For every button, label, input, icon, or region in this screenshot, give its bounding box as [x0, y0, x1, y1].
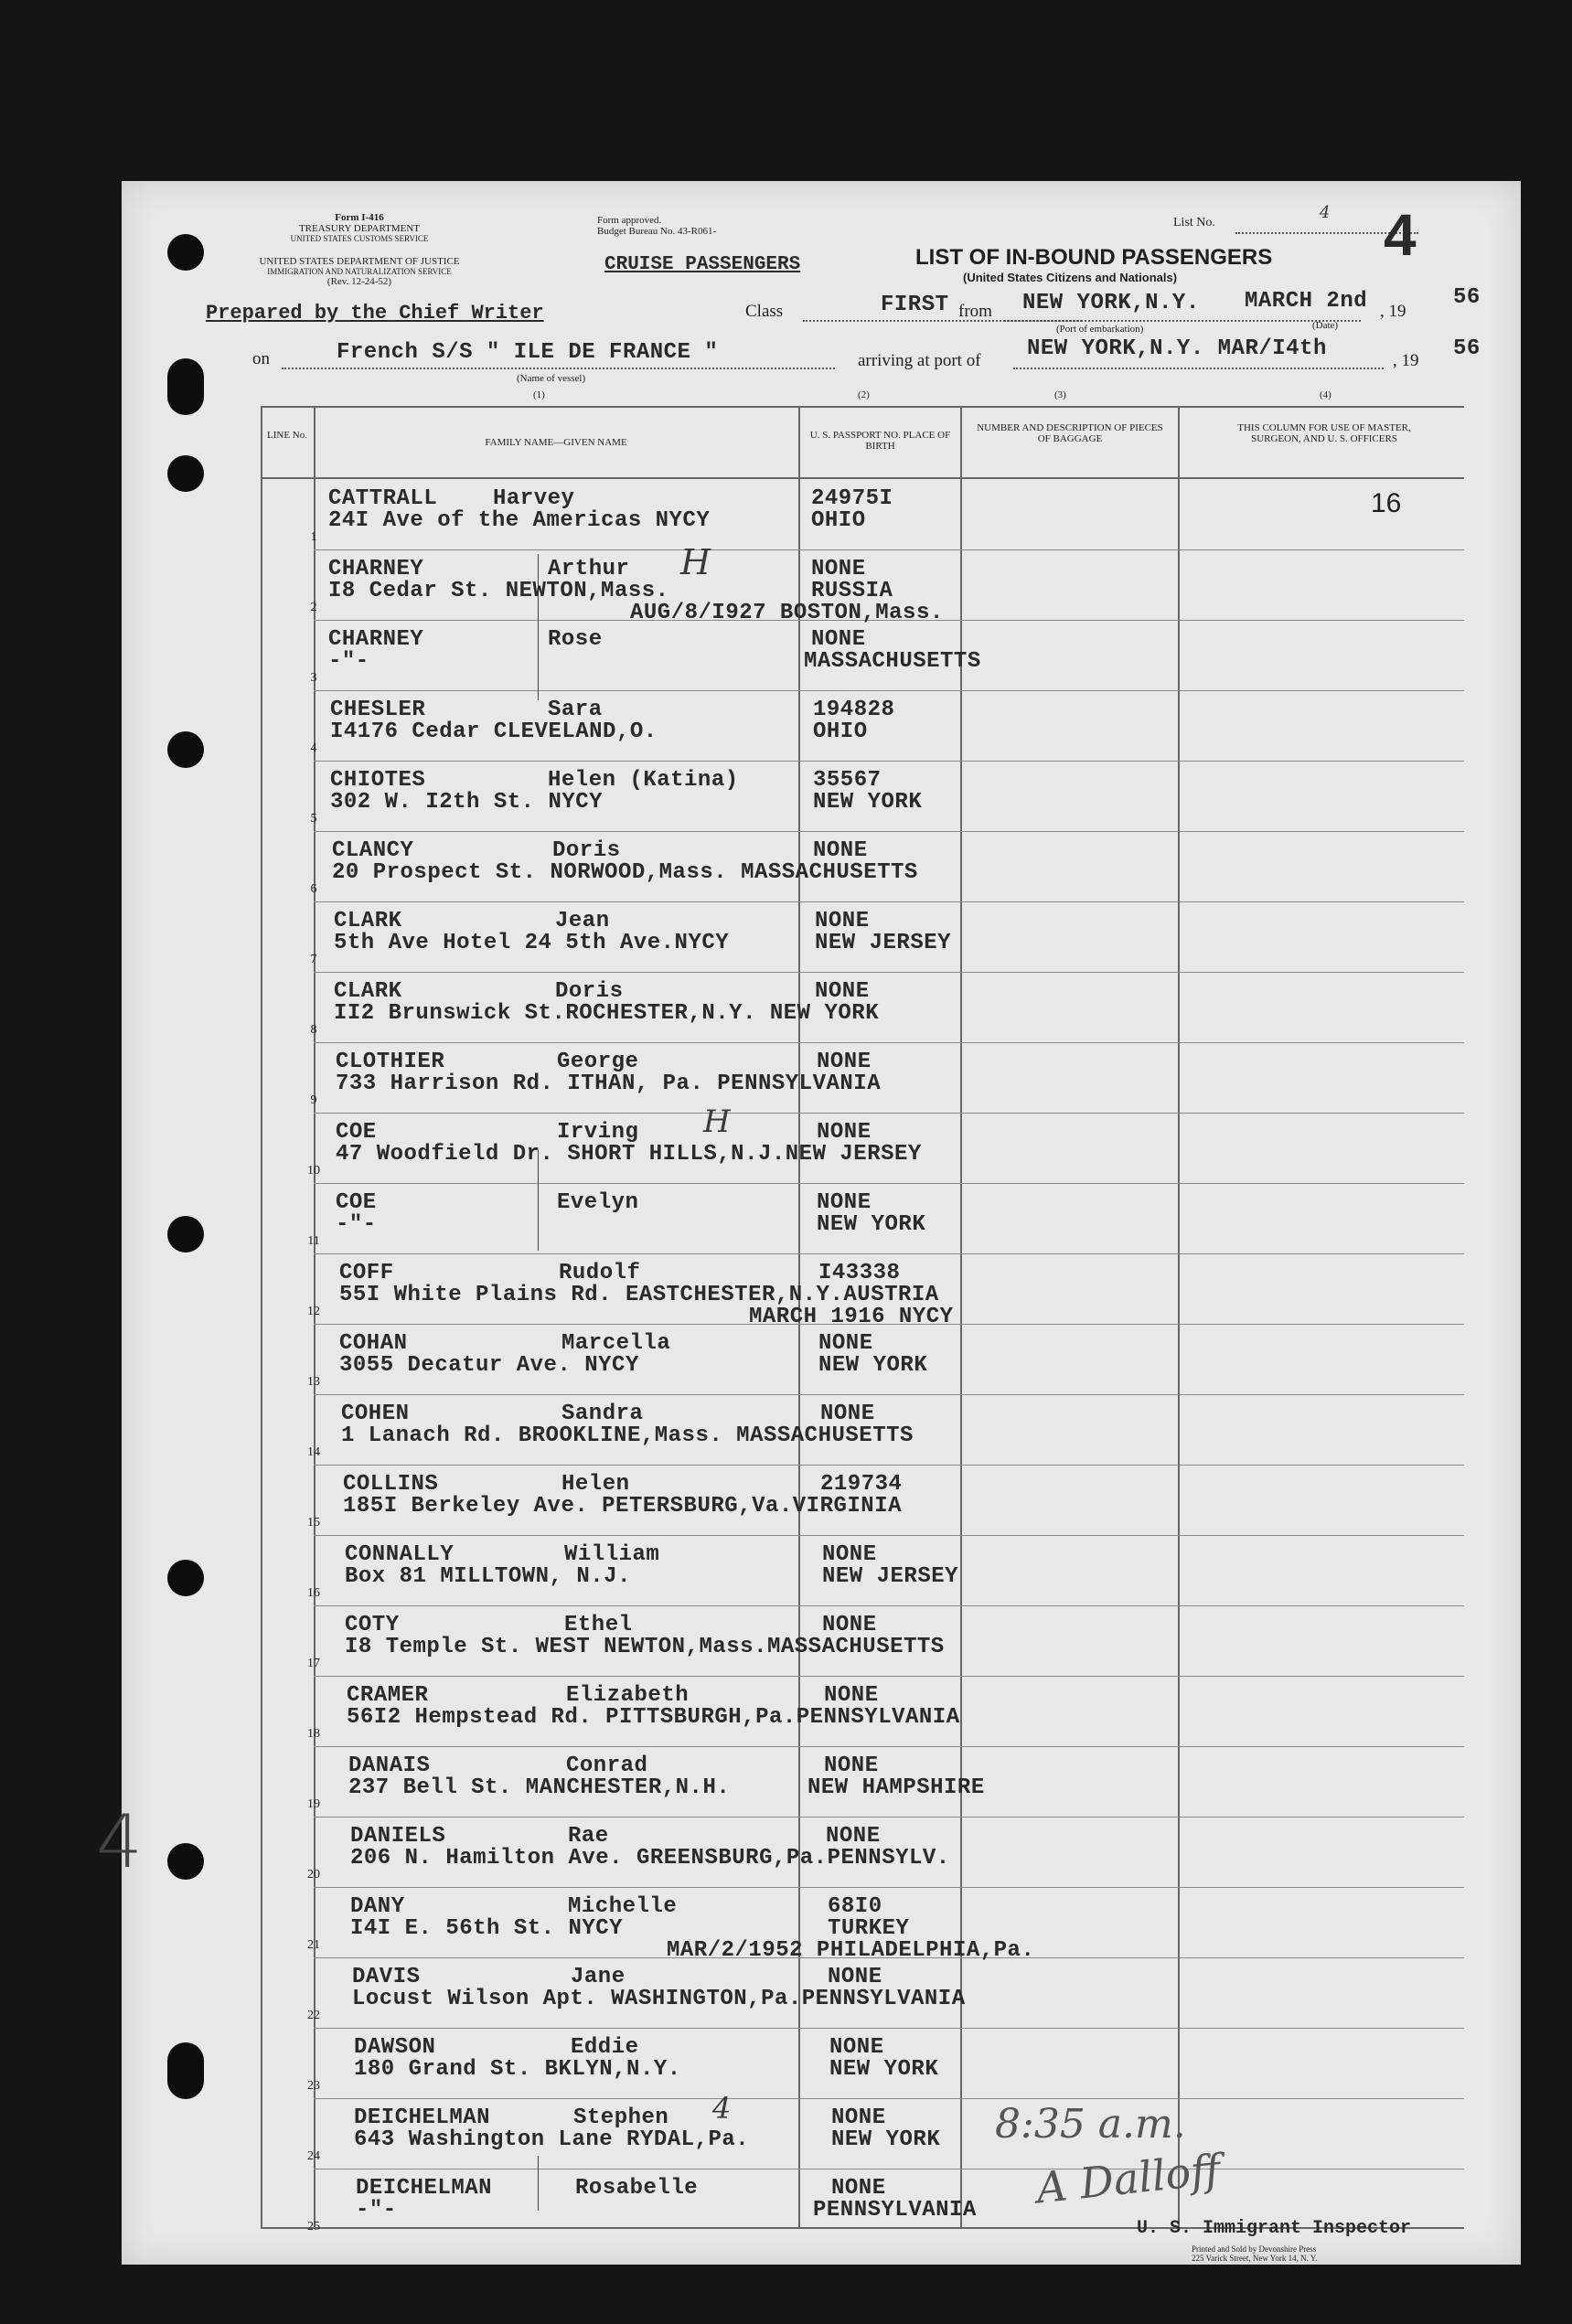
col-num-4: (4)	[1320, 389, 1331, 400]
passport-no: NONE	[811, 557, 866, 581]
family-name: DEICHELMAN	[354, 2105, 491, 2130]
table-row: 24 DEICHELMAN Stephen 4 643 Washington Lane RYDAL,Pa. NONE NEW YORK	[307, 2091, 941, 2163]
from-value: NEW YORK,N.Y.	[1022, 291, 1200, 315]
given-name: Eddie	[571, 2035, 639, 2060]
given-name: Irving	[557, 1120, 639, 1145]
punch-hole	[167, 731, 204, 768]
family-name: CLOTHIER	[336, 1050, 445, 1074]
address: I8 Cedar St. NEWTON,Mass.	[328, 579, 669, 603]
family-name: DANY	[350, 1894, 405, 1919]
table-row: 22 DAVIS Jane Locust Wilson Apt. WASHINGTON,Pa.PENNSYLVANIA NONE	[307, 1965, 966, 2022]
document-page	[96, 181, 1521, 2265]
given-name: Conrad	[566, 1754, 648, 1778]
given-name: Helen (Katina)	[548, 768, 739, 793]
list-no-label: List No.	[1173, 216, 1215, 229]
year-2: 56	[1453, 336, 1481, 361]
cruise-passengers: CRUISE PASSENGERS	[604, 254, 801, 275]
dept-justice: UNITED STATES DEPARTMENT OF JUSTICE	[259, 256, 460, 267]
family-name: DANAIS	[348, 1754, 431, 1778]
birth-place: NEW HAMPSHIRE	[807, 1775, 985, 1800]
header-name: FAMILY NAME—GIVEN NAME	[485, 437, 627, 448]
passport-no: NONE	[817, 1190, 872, 1215]
prepared-by: Prepared by the Chief Writer	[206, 302, 544, 325]
arrival-line	[1013, 368, 1384, 369]
class-label: Class	[745, 302, 784, 321]
table-row: 21 DANY Michelle I4I E. 56th St. NYCY 68I0 TURKEY MAR/2/1952 PHILADELPHIA,Pa.	[307, 1894, 1035, 1963]
table-row: 13 COHAN Marcella 3055 Decatur Ave. NYCY NONE NEW YORK	[307, 1331, 928, 1389]
header-officers: THIS COLUMN FOR USE OF MASTER, SURGEON, AND U. S. OFFICERS	[1237, 422, 1411, 444]
given-name: Sandra	[561, 1402, 644, 1426]
given-name: Rose	[548, 627, 603, 652]
from-label: from	[958, 302, 992, 321]
table-header-border	[261, 477, 1464, 479]
table-left-border	[261, 406, 262, 2229]
given-name: Jean	[555, 909, 610, 933]
date-value: MARCH 2nd	[1245, 289, 1368, 314]
table-row: 14 COHEN Sandra 1 Lanach Rd. BROOKLINE,Mass. MASSACHUSETTS NONE	[307, 1402, 914, 1459]
vessel-line	[282, 368, 835, 369]
table-row: 17 COTY Ethel I8 Temple St. WEST NEWTON,Mass.MASSACHUSETTS NONE	[307, 1613, 945, 1670]
address: 47 Woodfield Dr. SHORT HILLS,N.J.NEW JERSEY	[336, 1142, 922, 1167]
handwritten-mark: 4	[712, 2091, 732, 2126]
table-row: 3 CHARNEY Rose -"- NONE MASSACHUSETTS	[310, 627, 981, 685]
birth-place: TURKEY	[828, 1916, 910, 1941]
address: I8 Temple St. WEST NEWTON,Mass.MASSACHUSETTS	[345, 1635, 945, 1659]
passport-no: NONE	[826, 1824, 881, 1849]
given-name: Marcella	[561, 1331, 671, 1356]
date-caption: (Date)	[1312, 320, 1339, 331]
given-name: Arthur	[548, 557, 630, 581]
family-name: COTY	[345, 1613, 400, 1637]
year-prefix-2: , 19	[1393, 351, 1419, 370]
passport-no: NONE	[817, 1050, 872, 1074]
address: 3055 Decatur Ave. NYCY	[339, 1353, 639, 1378]
family-name: DAWSON	[354, 2035, 436, 2060]
punch-hole	[167, 358, 204, 415]
birth-place: RUSSIA	[811, 579, 893, 603]
given-name: Elizabeth	[566, 1683, 690, 1708]
family-name: COE	[336, 1120, 377, 1145]
given-name: George	[557, 1050, 639, 1074]
given-name: Rosabelle	[575, 2176, 699, 2201]
inspector-label: U. S. Immigrant Inspector	[1137, 2218, 1412, 2239]
birth-place: NEW YORK	[817, 1212, 926, 1237]
passport-no: NONE	[818, 1331, 873, 1356]
passport-no: NONE	[813, 838, 868, 863]
passport-no: NONE	[815, 909, 870, 933]
col-num-1: (1)	[533, 389, 545, 400]
passport-no: I43338	[818, 1261, 901, 1285]
address: 20 Prospect St. NORWOOD,Mass. MASSACHUSETTS	[332, 860, 918, 885]
family-name: CHARNEY	[328, 557, 424, 581]
family-name: CLARK	[334, 909, 402, 933]
form-subtitle: (United States Citizens and Nationals)	[963, 271, 1178, 284]
punch-hole	[167, 1560, 204, 1596]
family-name: CRAMER	[347, 1683, 429, 1708]
address: 56I2 Hempstead Rd. PITTSBURGH,Pa.PENNSYLVANIA	[347, 1705, 960, 1730]
table-row: 2 CHARNEY Arthur H I8 Cedar St. NEWTON,Mass. NONE RUSSIA AUG/8/I927 BOSTON,Mass.	[310, 542, 944, 625]
family-name: COHEN	[341, 1402, 410, 1426]
margin-mark: 4	[96, 1799, 143, 1884]
printer-line-1: Printed and Sold by Devonshire Press	[1192, 2244, 1317, 2254]
punch-hole	[167, 2042, 204, 2099]
given-name: Doris	[555, 979, 624, 1004]
given-name: Doris	[552, 838, 621, 863]
col-num-3: (3)	[1054, 389, 1066, 400]
passport-no: 68I0	[828, 1894, 882, 1919]
handwritten-mark: H	[680, 542, 711, 582]
passport-no: NONE	[822, 1613, 877, 1637]
address: 180 Grand St. BKLYN,N.Y.	[354, 2057, 681, 2082]
handwritten-mark: H	[703, 1103, 731, 1140]
given-name: Ethel	[564, 1613, 633, 1637]
dept-treasury: TREASURY DEPARTMENT	[298, 223, 421, 234]
passport-no: 35567	[813, 768, 882, 793]
address: I4176 Cedar CLEVELAND,O.	[330, 720, 658, 744]
birth-place: MASSACHUSETTS	[804, 649, 981, 674]
table-row: 18 CRAMER Elizabeth 56I2 Hempstead Rd. PITTSBURGH,Pa.PENNSYLVANIA NONE	[307, 1683, 960, 1741]
table-row: 9 CLOTHIER George 733 Harrison Rd. ITHAN, Pa. PENNSYLVANIA NONE	[310, 1050, 882, 1107]
family-name: COFF	[339, 1261, 394, 1285]
table-row: 4 CHESLER Sara I4176 Cedar CLEVELAND,O. 194828 OHIO	[310, 698, 895, 755]
passport-no: 194828	[813, 698, 895, 722]
port-embark-caption: (Port of embarkation)	[1056, 324, 1144, 335]
passport-no: NONE	[822, 1542, 877, 1567]
given-name: Harvey	[493, 486, 575, 511]
from-line	[1004, 320, 1361, 322]
passport-no: NONE	[824, 1683, 879, 1708]
given-name: Evelyn	[557, 1190, 639, 1215]
list-no-small: 4	[1320, 203, 1331, 222]
class-value: FIRST	[881, 293, 949, 317]
passport-no: NONE	[831, 2105, 886, 2130]
table-row: 15 COLLINS Helen 185I Berkeley Ave. PETERSBURG,Va.VIRGINIA 219734	[307, 1472, 903, 1530]
address: I4I E. 56th St. NYCY	[350, 1916, 624, 1941]
year-1: 56	[1453, 285, 1481, 310]
given-name: Michelle	[568, 1894, 678, 1919]
table-row: 25 DEICHELMAN Rosabelle -"- NONE PENNSYLVANIA	[307, 2176, 977, 2233]
address: -"-	[336, 1212, 377, 1237]
birth-place: NEW JERSEY	[815, 931, 952, 955]
birth-place: OHIO	[811, 508, 866, 533]
given-name: Stephen	[573, 2105, 669, 2130]
header-passport: U. S. PASSPORT NO. PLACE OF BIRTH	[809, 430, 951, 452]
budget-bureau: Budget Bureau No. 43-R061-	[597, 226, 717, 237]
vessel-name: French S/S " ILE DE FRANCE "	[337, 340, 719, 365]
form-number: Form I-416	[335, 212, 384, 223]
officer-note: 16	[1371, 488, 1402, 518]
table-row: 20 DANIELS Rae 206 N. Hamilton Ave. GREENSBURG,Pa.PENNSYLV. NONE	[307, 1824, 950, 1882]
address: 1 Lanach Rd. BROOKLINE,Mass. MASSACHUSETTS	[341, 1423, 914, 1448]
address: 185I Berkeley Ave. PETERSBURG,Va.VIRGINIA	[343, 1494, 902, 1519]
birth-place: NEW YORK	[818, 1353, 928, 1378]
form-revision: (Rev. 12-24-52)	[326, 276, 392, 287]
vessel-caption: (Name of vessel)	[517, 373, 586, 384]
birth-place: NEW YORK	[829, 2057, 939, 2082]
birth-place: OHIO	[813, 720, 868, 744]
given-name: Sara	[548, 698, 603, 722]
arriving-label: arriving at port of	[858, 351, 981, 370]
address: -"-	[328, 649, 369, 674]
address: 24I Ave of the Americas NYCY	[328, 508, 711, 533]
table-row: 10 COE Irving H 47 Woodfield Dr. SHORT HILLS,N.J.NEW JERSEY NONE	[307, 1103, 922, 1178]
punch-hole	[167, 1843, 204, 1880]
dept-treasury-sub: UNITED STATES CUSTOMS SERVICE	[290, 234, 429, 243]
passport-no: NONE	[815, 979, 870, 1004]
table-row: 11 COE Evelyn -"- NONE NEW YORK	[307, 1190, 926, 1248]
family-name: DANIELS	[350, 1824, 446, 1849]
table-row: 6 CLANCY Doris 20 Prospect St. NORWOOD,Mass. MASSACHUSETTS NONE	[310, 838, 918, 896]
header-baggage: NUMBER AND DESCRIPTION OF PIECES OF BAGGAGE	[977, 422, 1163, 444]
passport-no: 24975I	[811, 486, 893, 511]
passport-no: 219734	[820, 1472, 903, 1497]
printer-line-2: 225 Varick Street, New York 14, N. Y.	[1192, 2254, 1318, 2263]
family-name: CHARNEY	[328, 627, 424, 652]
passport-no: NONE	[829, 2035, 884, 2060]
col-num-2: (2)	[858, 389, 870, 400]
given-name: Rae	[568, 1824, 609, 1849]
year-prefix-1: , 19	[1380, 302, 1406, 321]
address: Locust Wilson Apt. WASHINGTON,Pa.PENNSYLVANIA	[352, 1987, 966, 2011]
table-row: 19 DANAIS Conrad 237 Bell St. MANCHESTER,N.H. NONE NEW HAMPSHIRE	[307, 1754, 985, 1811]
punch-hole	[167, 234, 204, 271]
dept-justice-sub: IMMIGRATION AND NATURALIZATION SERVICE	[267, 267, 452, 276]
table-row: 23 DAWSON Eddie 180 Grand St. BKLYN,N.Y. NONE NEW YORK	[307, 2035, 939, 2093]
address: 643 Washington Lane RYDAL,Pa.	[354, 2127, 750, 2152]
passport-no: NONE	[820, 1402, 875, 1426]
address: II2 Brunswick St.ROCHESTER,N.Y. NEW YORK	[334, 1001, 880, 1026]
family-name: COHAN	[339, 1331, 408, 1356]
family-name: CATTRALL	[328, 486, 438, 511]
table-row: 12 COFF Rudolf 55I White Plains Rd. EASTCHESTER,N.Y.AUSTRIA I43338 MARCH 1916 NYCY	[307, 1261, 954, 1329]
birth-place: NEW JERSEY	[822, 1564, 959, 1589]
table-row: 8 CLARK Doris II2 Brunswick St.ROCHESTER,N.Y. NEW YORK NONE	[310, 979, 880, 1037]
list-no-big: 4	[1384, 202, 1417, 268]
address: Box 81 MILLTOWN, N.J.	[345, 1564, 631, 1589]
handwritten-time: 8:35 a.m.	[995, 2101, 1186, 2148]
form-approved: Form approved.	[597, 215, 662, 226]
address: 5th Ave Hotel 24 5th Ave.NYCY	[334, 931, 730, 955]
inspector-signature: A Dalloff	[1033, 2144, 1224, 2213]
birth-date-note: AUG/8/I927 BOSTON,Mass.	[630, 601, 944, 625]
birth-place: NEW YORK	[813, 790, 923, 815]
address: 206 N. Hamilton Ave. GREENSBURG,Pa.PENNSYLV.	[350, 1846, 950, 1871]
given-name: Rudolf	[559, 1261, 641, 1285]
family-name: CLARK	[334, 979, 402, 1004]
form-title: LIST OF IN-BOUND PASSENGERS	[915, 245, 1273, 270]
table-row: 16 CONNALLY William Box 81 MILLTOWN, N.J. NONE NEW JERSEY	[307, 1542, 959, 1600]
passport-no: NONE	[811, 627, 866, 652]
address: 733 Harrison Rd. ITHAN, Pa. PENNSYLVANIA	[336, 1071, 882, 1096]
family-name: COE	[336, 1190, 377, 1215]
header-line-no: LINE No.	[267, 430, 307, 441]
passport-no: NONE	[831, 2176, 886, 2201]
family-name: CHIOTES	[330, 768, 426, 793]
family-name: CHESLER	[330, 698, 426, 722]
address: 55I White Plains Rd. EASTCHESTER,N.Y.AUSTRIA	[339, 1283, 939, 1307]
birth-place: NEW YORK	[831, 2127, 941, 2152]
passport-no: NONE	[828, 1965, 882, 1989]
family-name: CONNALLY	[345, 1542, 454, 1567]
passport-no: NONE	[824, 1754, 879, 1778]
table-row: 1 CATTRALL Harvey 24I Ave of the Americas NYCY 24975I OHIO 16	[310, 486, 1402, 544]
punch-hole	[167, 455, 204, 492]
address: 237 Bell St. MANCHESTER,N.H.	[348, 1775, 731, 1800]
family-name: CLANCY	[332, 838, 414, 863]
family-name: COLLINS	[343, 1472, 439, 1497]
arrival-value: NEW YORK,N.Y. MAR/I4th	[1027, 336, 1327, 361]
birth-date-note: MAR/2/1952 PHILADELPHIA,Pa.	[667, 1938, 1035, 1963]
birth-date-note: MARCH 1916 NYCY	[749, 1305, 954, 1329]
on-label: on	[252, 349, 270, 368]
table-row: 5 CHIOTES Helen (Katina) 302 W. I2th St. NYCY 35567 NEW YORK	[310, 768, 923, 826]
family-name: DEICHELMAN	[356, 2176, 493, 2201]
given-name: William	[564, 1542, 660, 1567]
punch-hole	[167, 1216, 204, 1253]
birth-place: PENNSYLVANIA	[813, 2198, 977, 2223]
table-row: 7 CLARK Jean 5th Ave Hotel 24 5th Ave.NYCY NONE NEW JERSEY	[310, 909, 952, 966]
address: -"-	[356, 2198, 397, 2223]
address: 302 W. I2th St. NYCY	[330, 790, 604, 815]
given-name: Helen	[561, 1472, 630, 1497]
passport-no: NONE	[817, 1120, 872, 1145]
given-name: Jane	[571, 1965, 626, 1989]
family-name: DAVIS	[352, 1965, 421, 1989]
table-top-border	[261, 406, 1464, 408]
